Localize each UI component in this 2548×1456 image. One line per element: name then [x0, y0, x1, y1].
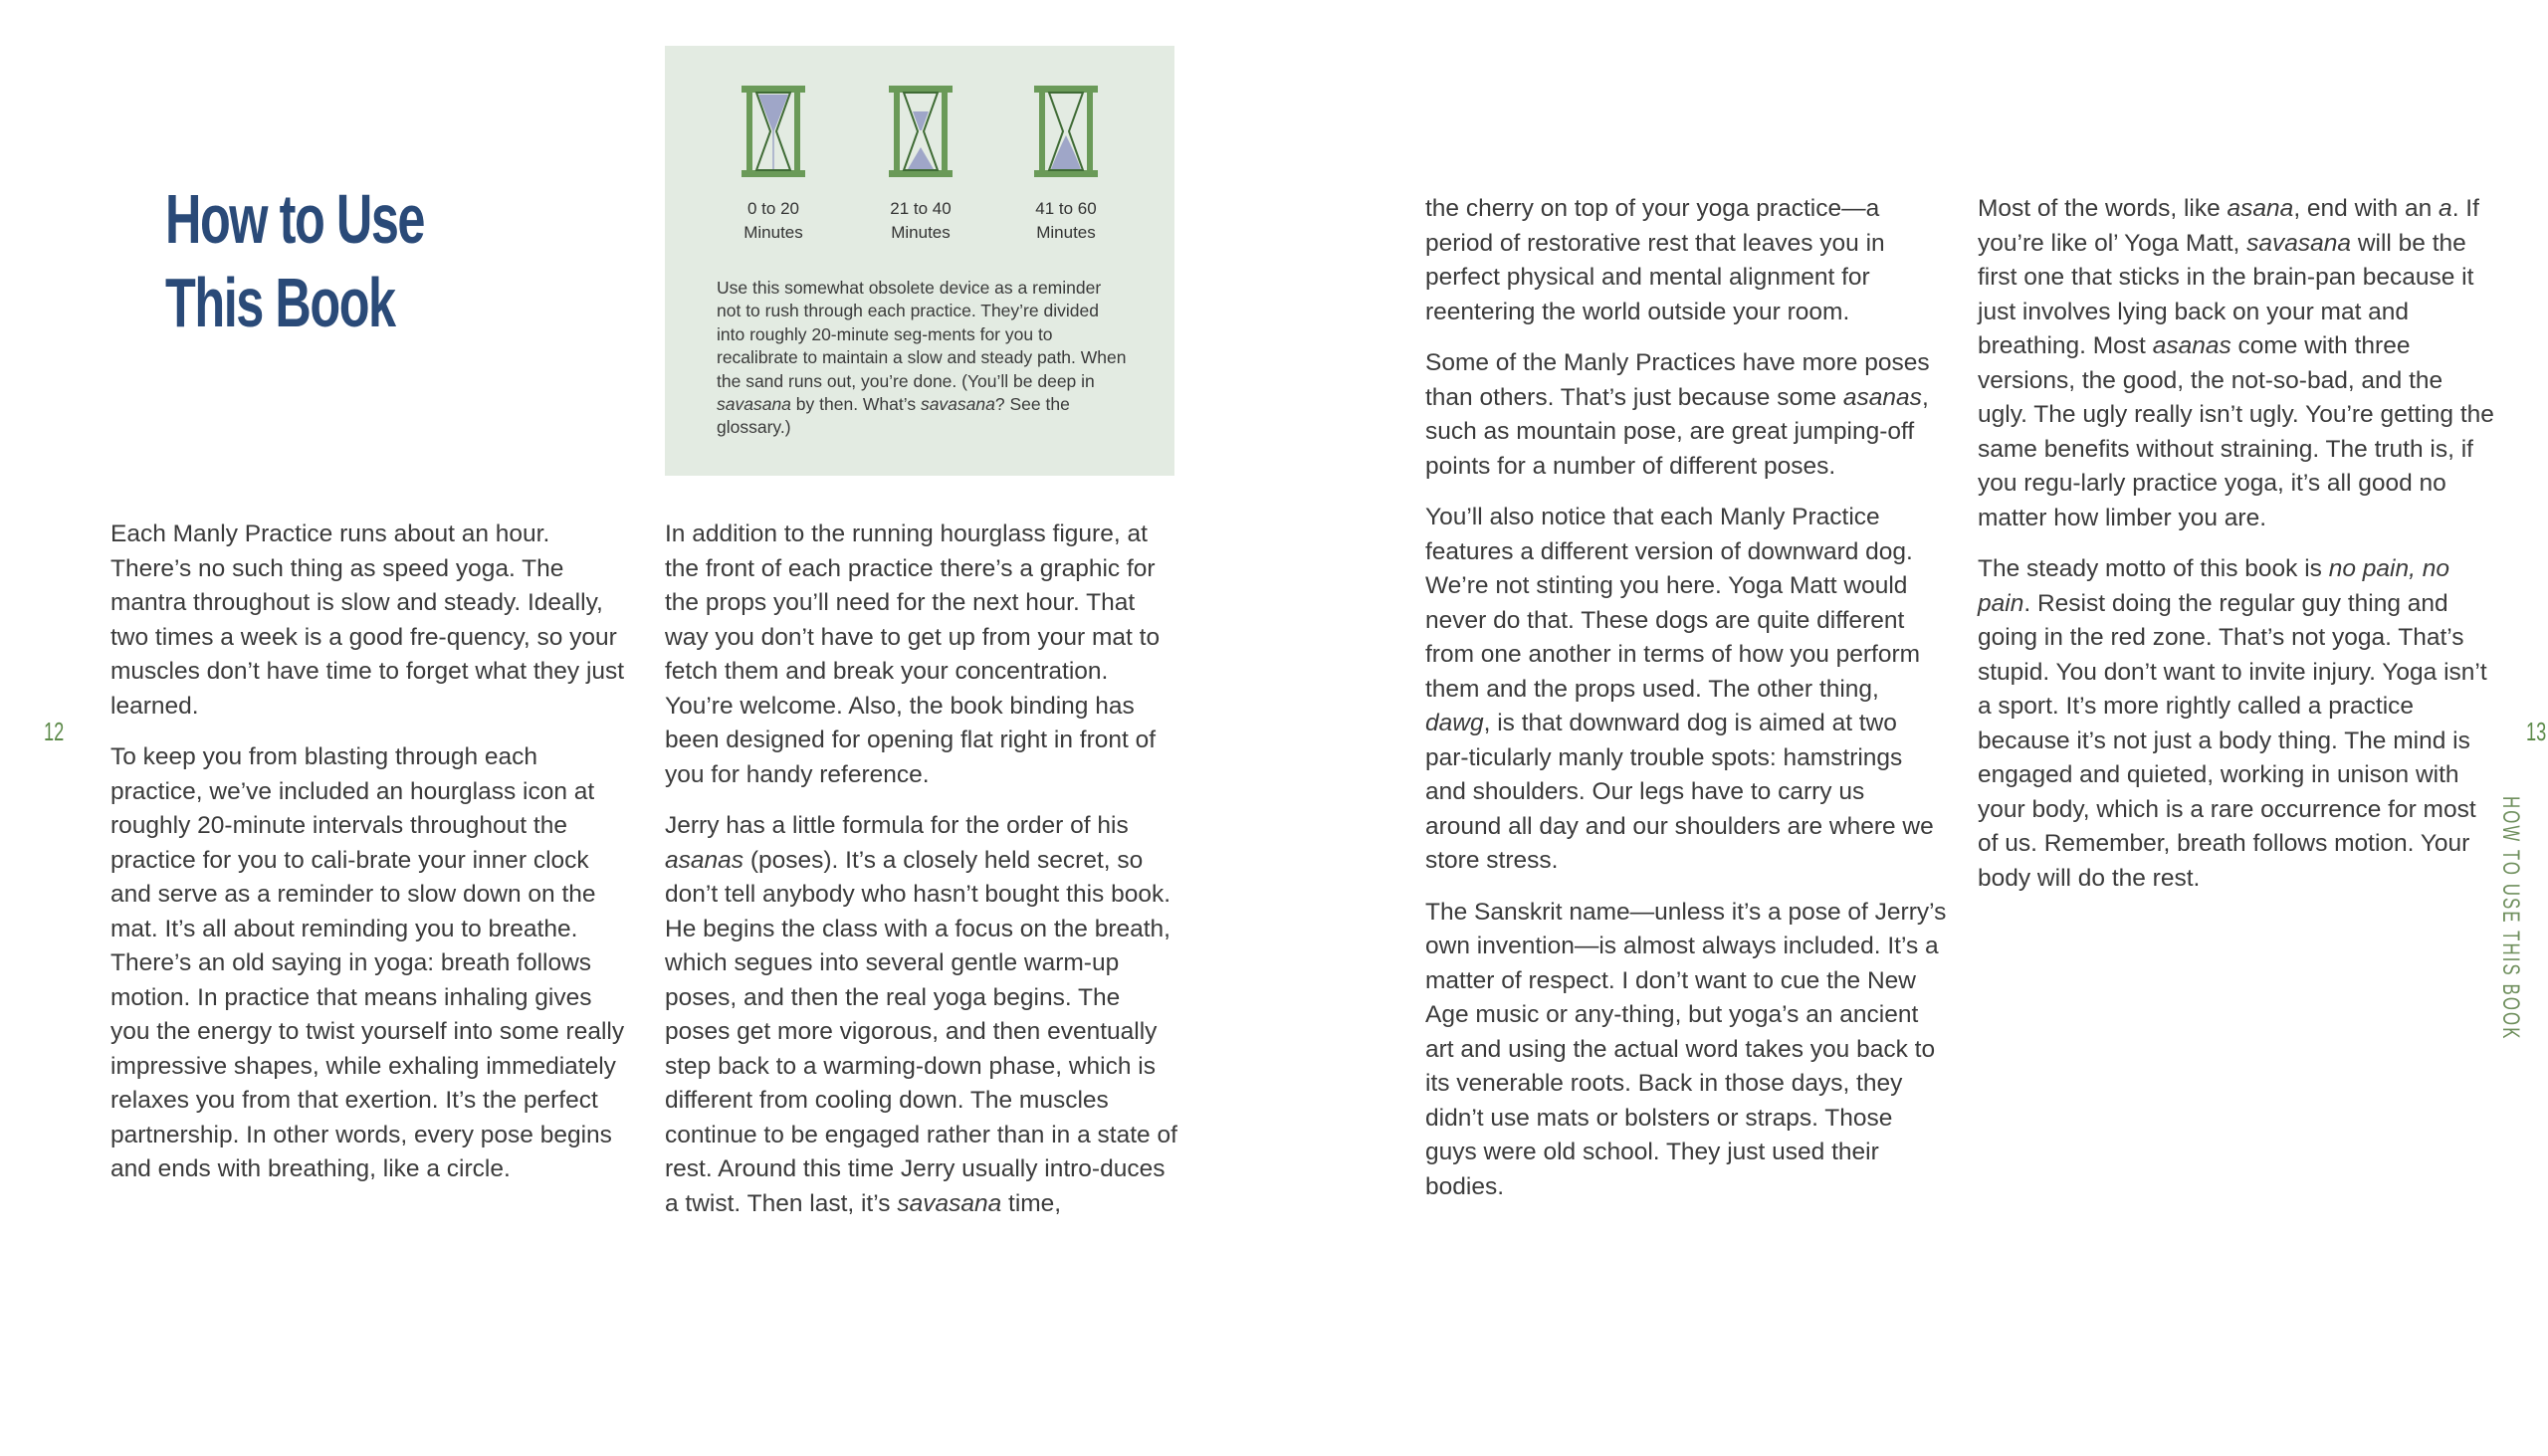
caption-text: by then. What’s [790, 394, 921, 415]
paragraph-emphasis: savasana [2246, 229, 2352, 257]
hourglass-bottom-full-icon [1034, 86, 1098, 177]
paragraph-emphasis: no pain, no pain [1978, 555, 2449, 617]
caption-emphasis: savasana [717, 394, 791, 415]
paragraph-emphasis: asanas [665, 846, 744, 874]
hourglass-item [885, 86, 956, 245]
paragraph [1978, 192, 2495, 535]
paragraph-text: , end with an [2293, 195, 2440, 222]
paragraph: The Sanskrit name—unless it’s a pose of Jerry’s own invention—is almost always included. It’s a matter of respect. I don’t want to cue the New Age music or any-thing, but yoga’s an ancient art and using the actual word takes you back to its venerable roots. Back in those days, they didn’t use mats or bolsters or straps. Those guys were old school. They just used their bodies. [1425, 898, 1947, 1200]
hourglass-sidebar [665, 46, 1174, 476]
paragraph-text: . Resist doing the regular guy thing and going in the red zone. That’s not yoga. That’s stupid. You don’t want to invite injury. Yoga isn’t a sport. It’s more rightly called a practice because it’s not just a body thing. The mind is engaged and quieted, working in unison with your body, which is a rare occurrence for most of us. Remember, breath follows motion. Your body will do the rest. [1978, 589, 2487, 892]
paragraph [1978, 552, 2495, 896]
body-column-3 [1425, 192, 1947, 1221]
paragraph-text: Some of the Manly Practices have more poses than others. That’s just because some [1425, 349, 1930, 411]
title-line-1: How to Use [165, 180, 425, 258]
running-head: HOW TO USE THIS BOOK [2497, 796, 2524, 1041]
body-column-2 [665, 518, 1182, 1238]
paragraph-text: (poses). It’s a closely held secret, so don’t tell anybody who hasn’t bought this book. He begins the class with a focus on the breath, which segues into several gentle warm-up poses, and then the real yoga begins. The poses get more vigorous, and then eventually step back to a warming-down phase, which is different from cooling down. The muscles continue to be engaged rather than in a state of rest. Around this time Jerry usually intro-duces a twist. Then last, it’s [665, 846, 1177, 1217]
paragraph-emphasis: asanas [1842, 383, 1922, 411]
paragraph: To keep you from blasting through each practice, we’ve included an hourglass icon at roughly 20-minute intervals throughout the practice for you to cali-brate your inner clock and serve as a reminder to slow down on the mat. It’s all about reminding you to breathe. There’s an old saying in yoga: breath follows motion. In practice that means inhaling gives you the energy to twist yourself into some really impressive shapes, while exhaling immediately relaxes you from that exertion. It’s the perfect partnership. In other words, every pose begins and ends with breathing, like a circle. [110, 743, 625, 1182]
paragraph-text: will be the first one that sticks in the brain-pan because it just involves lying back on your mat and breathing. Most [1978, 229, 2474, 359]
title-line-2: This Book [165, 264, 395, 341]
paragraph-emphasis: dawg [1425, 710, 1484, 736]
paragraph: the cherry on top of your yoga practice—a period of restorative rest that leaves you in perfect physical and mental alignment for reentering the world outside your room. [1425, 195, 1885, 325]
paragraph-text: Most of the words, like [1978, 195, 2228, 222]
body-column-1 [110, 518, 628, 1204]
body-column-4 [1978, 192, 2495, 913]
paragraph [1425, 501, 1947, 879]
paragraph-emphasis: savasana [897, 1189, 1002, 1217]
paragraph-text: time, [1001, 1189, 1062, 1217]
paragraph-text: You’ll also notice that each Manly Practice features a different version of downward dog. We’re not stinting you here. Yoga Matt would never do that. These dogs are quite different from one another in terms of how you perform them and the props used. The other thing, [1425, 504, 1921, 703]
sidebar-caption [717, 277, 1127, 440]
caption-emphasis: savasana [920, 394, 995, 415]
folio-right: 13 [2526, 717, 2547, 746]
hourglass-label: 0 to 20 Minutes [743, 199, 803, 242]
paragraph [665, 809, 1182, 1221]
paragraph-text: come with three versions, the good, the not-so-bad, and the ugly. The ugly really isn’t ugly. You’re getting the same benefits without straining. The truth is, if you regu-larly practice yoga, it’s all good no matter how limber you are. [1978, 332, 2494, 531]
paragraph-text: , is that downward dog is aimed at two par-ticularly manly trouble spots: hamstrings and shoulders. Our legs have to carry us around all day and our shoulders are where we store stress. [1425, 710, 1934, 874]
paragraph-emphasis: asanas [2152, 332, 2231, 359]
page-title [165, 177, 424, 344]
paragraph-text: , such as mountain pose, are great jumping-off points for a number of different poses. [1425, 383, 1929, 480]
paragraph-text: Jerry has a little formula for the order of his [665, 812, 1129, 839]
paragraph-text: . If you’re like ol’ Yoga Matt, [1978, 195, 2479, 257]
paragraph-text: The steady motto of this book is [1978, 555, 2329, 582]
hourglass-item [738, 86, 809, 245]
folio-left: 12 [44, 717, 65, 746]
paragraph: In addition to the running hourglass figure, at the front of each practice there’s a graphic for the props you’ll need for the next hour. That way you don’t have to get up from your mat to fetch them and break your concentration. You’re welcome. Also, the book binding has been designed for opening flat right in front of you for handy reference. [665, 520, 1161, 788]
paragraph: Each Manly Practice runs about an hour. There’s no such thing as speed yoga. The mantra throughout is slow and steady. Ideally, two times a week is a good fre-quency, so your muscles don’t have time to forget what they just learned. [110, 520, 625, 720]
paragraph [1425, 346, 1947, 484]
hourglass-label: 41 to 60 Minutes [1035, 199, 1097, 242]
hourglass-half-icon [889, 86, 953, 177]
caption-text: Use this somewhat obsolete device as a reminder not to rush through each practice. They’re divided into roughly 20-minute seg-ments for you to recalibrate to maintain a slow and steady path. When the sand runs out, you’re done. (You’ll be deep in [717, 278, 1127, 391]
caption-text: ? See the glossary.) [717, 394, 1070, 438]
hourglass-item [1030, 86, 1102, 245]
hourglass-label: 21 to 40 Minutes [890, 199, 952, 242]
paragraph-emphasis: a [2439, 195, 2452, 222]
paragraph-emphasis: asana [2227, 195, 2294, 222]
hourglass-top-full-icon [742, 86, 805, 177]
